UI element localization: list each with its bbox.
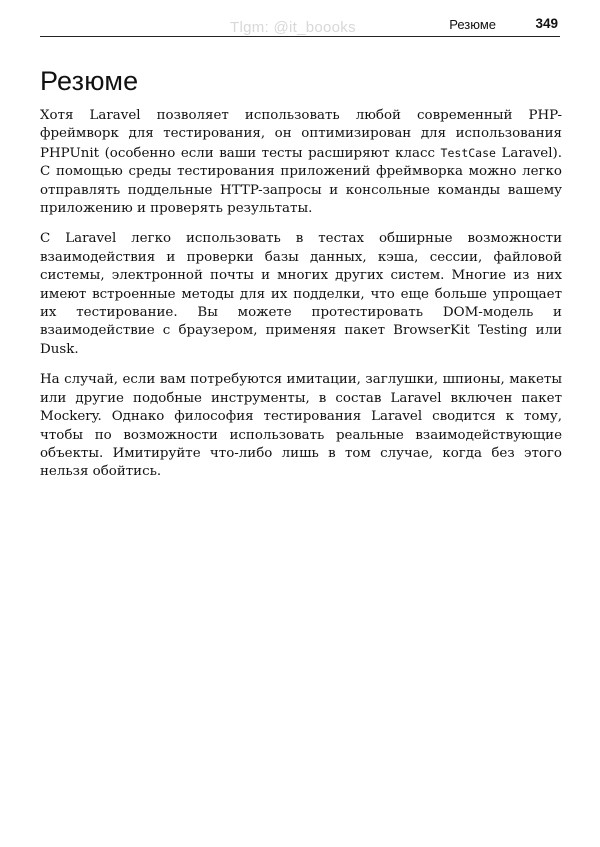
watermark: Tlgm: @it_boooks xyxy=(230,19,356,36)
body-text xyxy=(40,107,562,494)
paragraph-3: На случай, если вам потребуются имитации, заглушки, шпионы, макеты или другие подобные инструменты, в состав Laravel включен пакет Mockery. Однако философия тестирования Laravel сводится к тому, чтобы по возможности использовать реальные взаимодействующие объекты. Имитируйте что-либо лишь в том случае, когда без этого нельзя обойтись. xyxy=(40,372,562,480)
paragraph-2: С Laravel легко использовать в тестах обширные возможности взаимодействия и проверки базы данных, кэша, сессии, файловой системы, электронной почты и многих других систем. Многие из них имеют встроенные методы для их подделки, что еще больше упрощает их тестирование. Вы можете протестировать DOM-модель и взаимодействие с браузером, применяя пакет BrowserKit Testing или Dusk. xyxy=(40,231,562,357)
inline-code-testcase: TestCase xyxy=(440,145,496,160)
paragraph-1 xyxy=(40,107,562,218)
paragraph-1-text-start: Хотя Laravel позволяет использовать любой современный PHP-фреймворк для тестирования, он оптимизирован для использования PHPUnit (особенно если ваши тесты расширяют класс xyxy=(40,108,562,161)
paragraph-1-text-end: Laravel). С помощью среды тестирования приложений фреймворка можно легко отправлять поддельные HTTP-запросы и консольные команды вашему приложению и проверять результаты. xyxy=(40,145,562,217)
page-number: 349 xyxy=(535,16,558,31)
section-title: Резюме xyxy=(40,66,139,96)
running-title: Резюме xyxy=(449,17,496,32)
page-header xyxy=(40,12,560,37)
